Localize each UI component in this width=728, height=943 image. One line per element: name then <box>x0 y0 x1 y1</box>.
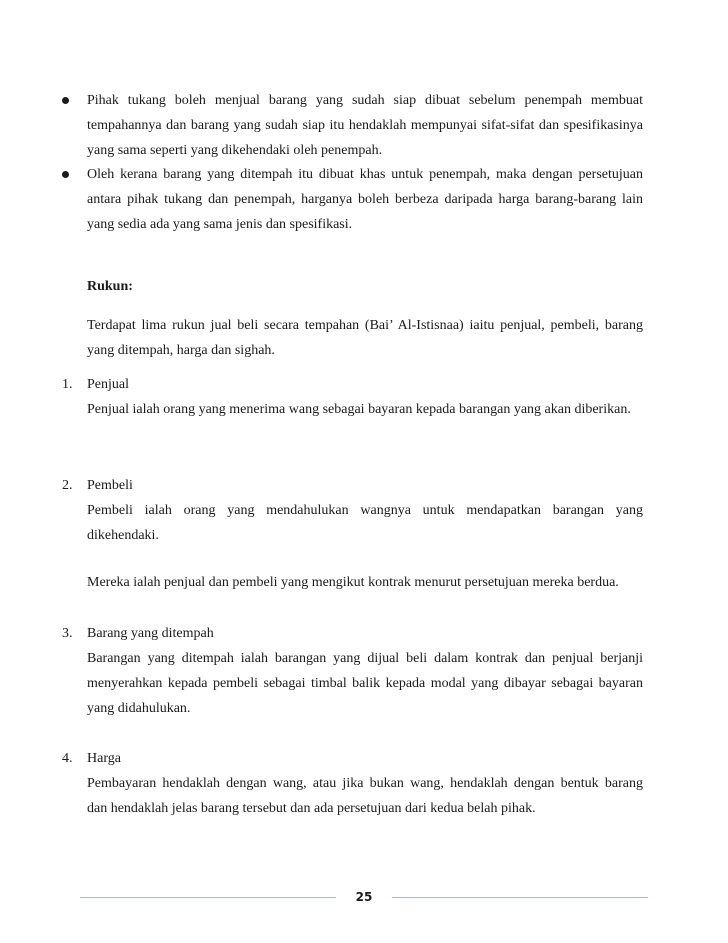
bullet-dot <box>62 171 69 178</box>
paragraph-line: antara pihak tukang dan penempah, harganya boleh berbeza daripada harga barang-barang lain <box>87 192 643 207</box>
list-item-title: Barang yang ditempah <box>87 626 214 641</box>
paragraph-line: Mereka ialah penjual dan pembeli yang mengikut kontrak menurut persetujuan mereka berdua. <box>87 575 619 590</box>
paragraph-line: Barangan yang ditempah ialah barangan yang dijual beli dalam kontrak dan penjual berjanji <box>87 651 643 666</box>
paragraph-line: menyerahkan kepada pembeli sebagai timbal balik kepada modal yang dibayar sebagai bayaran <box>87 676 643 691</box>
paragraph-line: Pembayaran hendaklah dengan wang, atau jika bukan wang, hendaklah dengan bentuk barang <box>87 776 643 791</box>
paragraph-line: Pihak tukang boleh menjual barang yang sudah siap dibuat sebelum penempah membuat <box>87 93 643 108</box>
paragraph-line: yang ditempah, harga dan sighah. <box>87 343 275 358</box>
list-item-title: Pembeli <box>87 478 133 493</box>
paragraph-line: tempahannya dan barang yang sudah siap itu hendaklah mempunyai sifat-sifat dan spesifikasinya <box>87 118 643 133</box>
paragraph-line: dan hendaklah jelas barang tersebut dan ada persetujuan dari kedua belah pihak. <box>87 801 536 816</box>
paragraph-line: dikehendaki. <box>87 528 159 543</box>
page-number: 25 <box>355 890 373 904</box>
bullet-dot <box>62 97 69 104</box>
list-number: 4. <box>62 751 73 766</box>
paragraph-line: yang sedia ada yang sama jenis dan spesifikasi. <box>87 217 353 232</box>
paragraph-line: Terdapat lima rukun jual beli secara tempahan (Bai’ Al-Istisnaa) iaitu penjual, pembeli, barang <box>87 318 643 333</box>
paragraph-line: yang didahulukan. <box>87 701 191 716</box>
paragraph-line: Penjual ialah orang yang menerima wang sebagai bayaran kepada barangan yang akan diberikan. <box>87 402 631 417</box>
list-number: 2. <box>62 478 73 493</box>
list-number: 3. <box>62 626 73 641</box>
list-item-title: Harga <box>87 751 121 766</box>
paragraph-line: Oleh kerana barang yang ditempah itu dibuat khas untuk penempah, maka dengan persetujuan <box>87 167 643 182</box>
list-item-title: Penjual <box>87 377 129 392</box>
list-number: 1. <box>62 377 73 392</box>
footer-rule-right <box>392 897 648 898</box>
section-heading: Rukun: <box>87 279 133 294</box>
paragraph-line: Pembeli ialah orang yang mendahulukan wangnya untuk mendapatkan barangan yang <box>87 503 643 518</box>
paragraph-line: yang sama seperti yang dikehendaki oleh penempah. <box>87 143 383 158</box>
